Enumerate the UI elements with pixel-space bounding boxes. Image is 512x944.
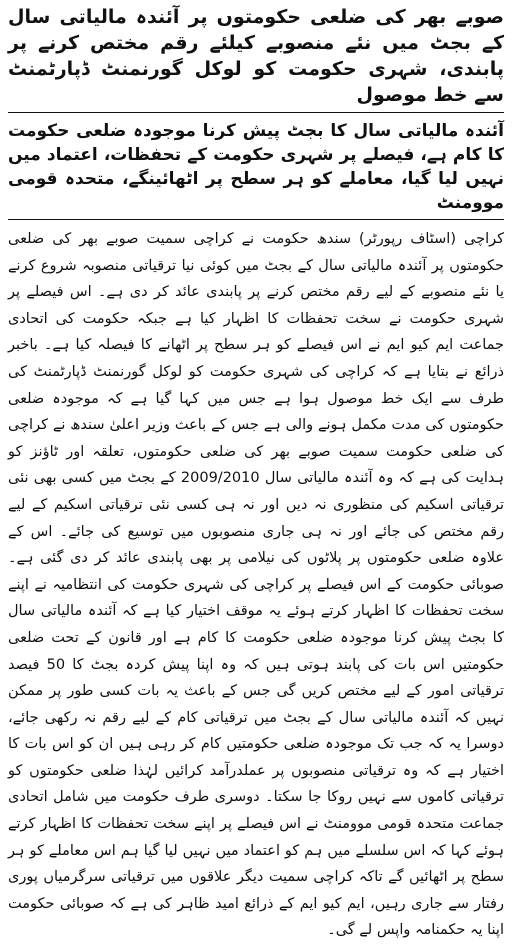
divider [8,112,504,113]
headline: صوبے بھر کی ضلعی حکومتوں پر آئندہ مالیاتی سال کے بجٹ میں نئے منصوبے کیلئے رقم مختص کرنے پر پابندی، شہری حکومت کو لوکل گورنمنٹ ڈپارٹمنٹ سے خط موصول [8,6,504,106]
article-body: کراچی (اسٹاف رپورٹر) سندھ حکومت نے کراچی سمیت صوبے بھر کی ضلعی حکومتوں پر آئندہ مالیاتی سال کے بجٹ میں کوئی نیا ترقیاتی منصوبہ شروع کرنے یا نئے منصوبے کے لیے رقم مختص کرنے پر پابندی عائد کر دی ہے۔ اس فیصلے پر شہری حکومت نے سخت تحفظات کا اظہار کیا ہے جبکہ حکومت کی اتحادی جماعت ایم کیو ایم نے اس فیصلے کو ہر سطح پر اٹھانے کا فیصلہ کیا ہے۔ باخبر ذرائع نے بتایا ہے کہ کراچی کی شہری حکومت کو لوکل گورنمنٹ ڈپارٹمنٹ کی طرف سے ایک خط موصول ہوا ہے جس میں کہا گیا ہے کہ موجودہ ضلعی حکومتوں کی مدت مکمل ہونے والی ہے جس کے باعث وزیر اعلیٰ سندھ نے کراچی کی ضلعی حکومت سمیت صوبے بھر کی ضلعی حکومتوں، تعلقہ اور ٹاؤنز کو ہدایت کی ہے کہ وہ آئندہ مالیاتی سال 2009/2010 کے بجٹ میں کسی بھی نئی ترقیاتی اسکیم کی منظوری نہ دیں اور نہ ہی کسی نئی ترقیاتی اسکیم کے لیے رقم مختص کی جائے اور نہ ہی جاری منصوبوں میں توسیع کی جائے۔ اس کے علاوہ ضلعی حکومتوں پر پلاٹوں کی نیلامی پر بھی پابندی عائد کر دی گئی ہے۔ صوبائی حکومت کے اس فیصلے پر کراچی کی شہری حکومت کی انتظامیہ نے اپنے سخت تحفظات کا اظہار کرتے ہوئے یہ موقف اختیار کیا ہے کہ آئندہ مالیاتی سال کا بجٹ پیش کرنا موجودہ ضلعی حکومت کا کام ہے اور قانون کے تحت ضلعی حکومتیں اس بات کی پابند ہوتی ہیں کہ وہ اپنا پیش کردہ بجٹ کا 50 فیصد ترقیاتی امور کے لیے مختص کریں گی جس کے باعث یہ بات کسی طور پر ممکن نہیں کہ آئندہ مالیاتی سال کے بجٹ میں ترقیاتی کام کے لیے رقم نہ رکھی جائے، دوسرا یہ کہ جب تک موجودہ ضلعی حکومتیں کام کر رہی ہیں ان کو اس بات کا اختیار ہے کہ وہ ترقیاتی منصوبوں پر عملدرآمد کرائیں لہٰذا ضلعی حکومتوں کو ترقیاتی کاموں سے نہیں روکا جا سکتا۔ دوسری طرف حکومت میں شامل اتحادی جماعت متحدہ قومی موومنٹ نے اس فیصلے پر اپنے سخت تحفظات کا اظہار کرتے ہوئے کہا کہ اس سلسلے میں ہم کو اعتماد میں نہیں لیا گیا ہم اس معاملے کو ہر سطح پر اٹھائیں گے تاکہ کراچی سمیت دیگر علاقوں میں ترقیاتی سرگرمیاں پوری رفتار سے جاری رہیں، ایم کیو ایم کے ذرائع امید ظاہر کی ہے کہ صوبائی حکومت اپنا یہ حکمنامہ واپس لے گی۔ [8,231,505,939]
divider [8,219,504,220]
subheadline: آئندہ مالیاتی سال کا بجٹ پیش کرنا موجودہ ضلعی حکومت کا کام ہے، فیصلے پر شہری حکومت کے تحفظات، اعتماد میں نہیں لیا گیا، معاملے کو ہر سطح پر اٹھائینگے، متحدہ قومی موومنٹ [8,121,504,213]
